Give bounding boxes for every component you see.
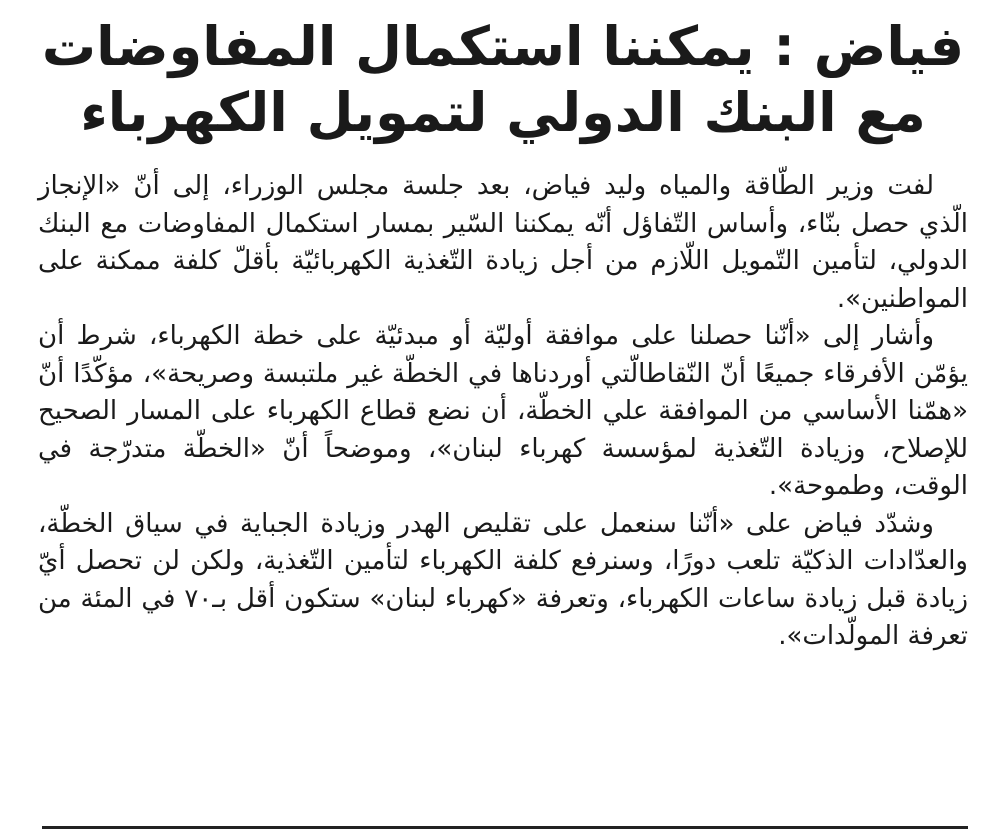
paragraph-3: وشدّد فياض على «أنّنا سنعمل على تقليص الهدر وزيادة الجباية في سياق الخطّة، والعدّادات الذكيّة تلعب دورًا، وسنرفع كلفة الكهرباء لتأمين التّغذية، ولكن لن تحصل أيّ زيادة قبل زيادة ساعات الكهرباء، وتعرفة «كهرباء لبنان» ستكون أقل بـ٧٠ في المئة من تعرفة المولّدات».	[38, 508, 968, 651]
headline-line-2: مع البنك الدولي لتمويل الكهرباء	[80, 81, 926, 144]
paragraph-2: وأشار إلى «أنّنا حصلنا على موافقة أوليّة أو مبدئيّة على خطة الكهرباء، شرط أن يؤمّن الأفرقاء جميعًا أنّ النّقاطالّتي أوردناها في الخطّة غير ملتبسة وصريحة»، مؤكّدًا أنّ «همّنا الأساسي من الموافقة علي الخطّة، أن نضع قطاع الكهرباء على المسار الصحيح للإصلاح، وزيادة التّغذية لمؤسسة كهرباء لبنان»، وموضحاً أنّ «الخطّة متدرّجة في الوقت، وطموحة».	[38, 321, 968, 501]
paragraph-1: لفت وزير الطّاقة والمياه وليد فياض، بعد جلسة مجلس الوزراء، إلى أنّ «الإنجاز الّذي حصل بنّاء، وأساس التّفاؤل أنّه يمكننا السّير بمسار استكمال المفاوضات مع البنك الدولي، لتأمين التّمويل اللّازم من أجل زيادة التّغذية الكهربائيّة بأقلّ كلفة ممكنة على المواطنين».	[38, 171, 968, 314]
news-article	[38, 14, 968, 656]
bottom-divider	[42, 826, 968, 829]
headline	[38, 14, 968, 146]
article-body	[38, 168, 968, 656]
headline-line-1: فياض : يمكننا استكمال المفاوضات	[41, 15, 965, 78]
